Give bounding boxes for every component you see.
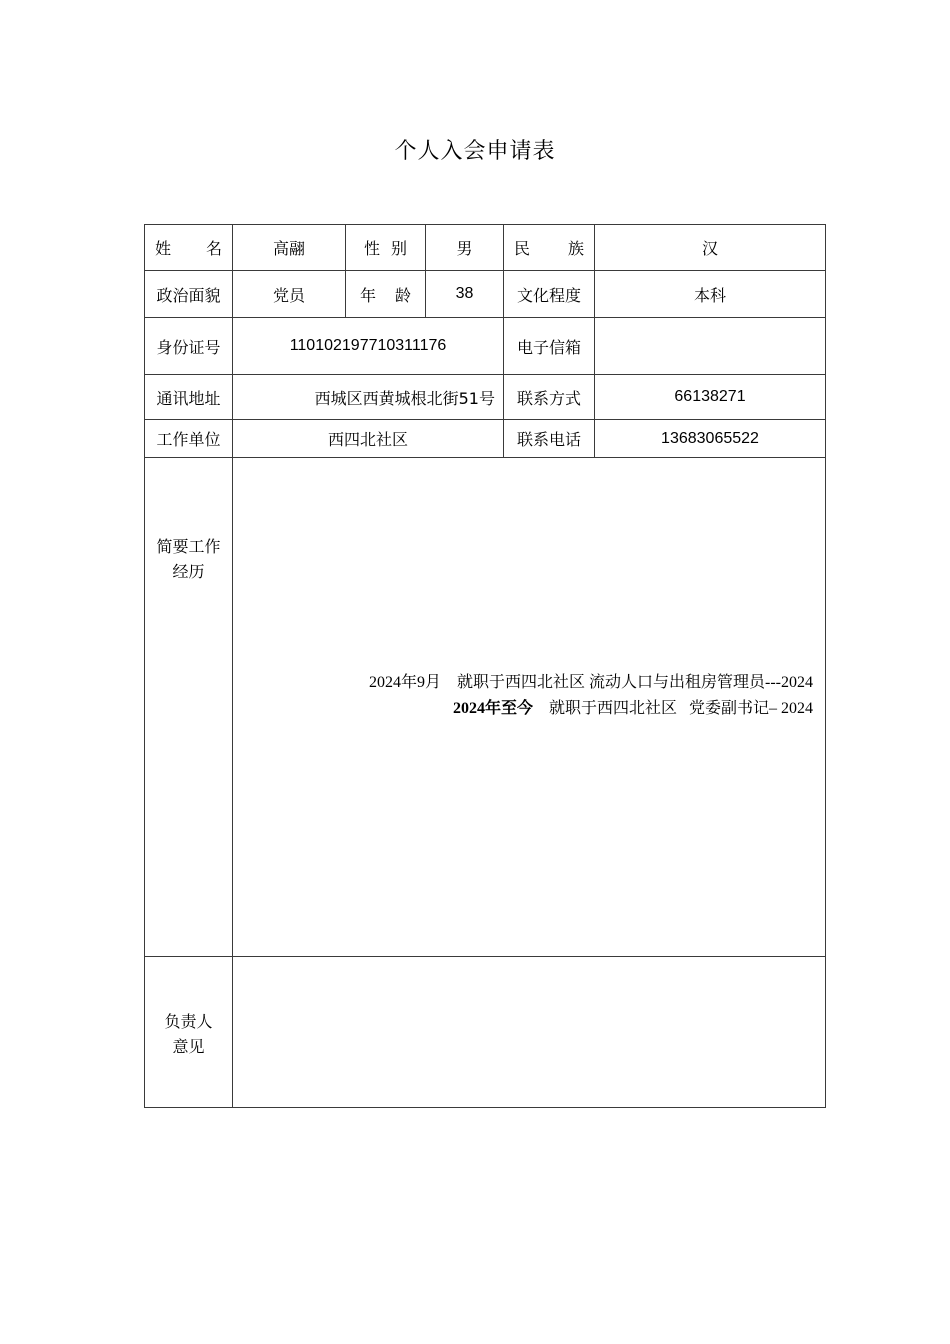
row-id-email: [145, 318, 826, 375]
name-value[interactable]: 高翮: [233, 225, 346, 271]
education-value[interactable]: 本科: [595, 271, 826, 318]
work-history-entry: [369, 696, 813, 722]
application-form-table: [144, 224, 826, 1108]
entry-period: 2024年9月: [368, 674, 441, 691]
opinion-content[interactable]: [233, 957, 826, 1108]
id-number-label: 身份证号: [145, 318, 233, 375]
row-opinion: [145, 957, 826, 1108]
name-label-cell: [145, 225, 233, 271]
entry-role: 党委副书记– 2024: [688, 700, 813, 717]
political-label: 政治面貌: [145, 271, 233, 318]
entry-detail: 就职于西四北社区 流动人口与出租房管理员---2024: [457, 674, 813, 691]
row-address-contact: [145, 375, 826, 420]
name-label-char1: 姓: [155, 239, 172, 258]
work-history-label-cell: [145, 458, 233, 957]
row-basic-info: [145, 225, 826, 271]
email-value[interactable]: [595, 318, 826, 375]
name-label-char2: 名: [205, 239, 222, 258]
entry-period: 2024年至今: [452, 700, 533, 717]
work-history-content-cell[interactable]: [233, 458, 826, 957]
contact-value[interactable]: 66138271: [595, 375, 826, 420]
email-label: 电子信箱: [504, 318, 595, 375]
row-work-history: [145, 458, 826, 957]
work-history-label-line1: 简要工作: [156, 537, 221, 556]
row-political-age: [145, 271, 826, 318]
work-history-label-line2: 经历: [172, 562, 205, 581]
entry-detail: 就职于西四北社区: [548, 700, 677, 717]
work-history-entry: [369, 670, 813, 696]
ethnicity-label-cell: [504, 225, 595, 271]
education-label: 文化程度: [504, 271, 595, 318]
age-label-char1: 年: [360, 285, 377, 305]
gender-label-cell: [346, 225, 426, 271]
gender-label-char1: 性: [364, 239, 381, 258]
id-number-value[interactable]: 110102197710311176: [233, 318, 504, 375]
work-unit-label: 工作单位: [145, 420, 233, 458]
opinion-label-line1: 负责人: [164, 1012, 213, 1031]
age-label-cell: [346, 271, 426, 318]
work-unit-value[interactable]: 西四北社区: [233, 420, 504, 458]
age-value[interactable]: 38: [426, 271, 504, 318]
opinion-label-cell: [145, 957, 233, 1108]
gender-value[interactable]: 男: [426, 225, 504, 271]
gender-label-char2: 别: [390, 239, 407, 258]
ethnicity-label-char1: 民: [514, 239, 531, 258]
age-label-char2: 龄: [394, 285, 411, 305]
page-title: 个人入会申请表: [394, 139, 556, 164]
contact-label: 联系方式: [504, 375, 595, 420]
opinion-label-line2: 意见: [172, 1037, 205, 1056]
address-value[interactable]: 西城区西黄城根北街51号: [233, 375, 504, 420]
work-history-entries: [369, 670, 813, 722]
ethnicity-label-char2: 族: [567, 239, 584, 258]
phone-value[interactable]: 13683065522: [595, 420, 826, 458]
address-label: 通讯地址: [145, 375, 233, 420]
row-workunit-phone: [145, 420, 826, 458]
phone-label: 联系电话: [504, 420, 595, 458]
political-value[interactable]: 党员: [233, 271, 346, 318]
ethnicity-value[interactable]: 汉: [595, 225, 826, 271]
